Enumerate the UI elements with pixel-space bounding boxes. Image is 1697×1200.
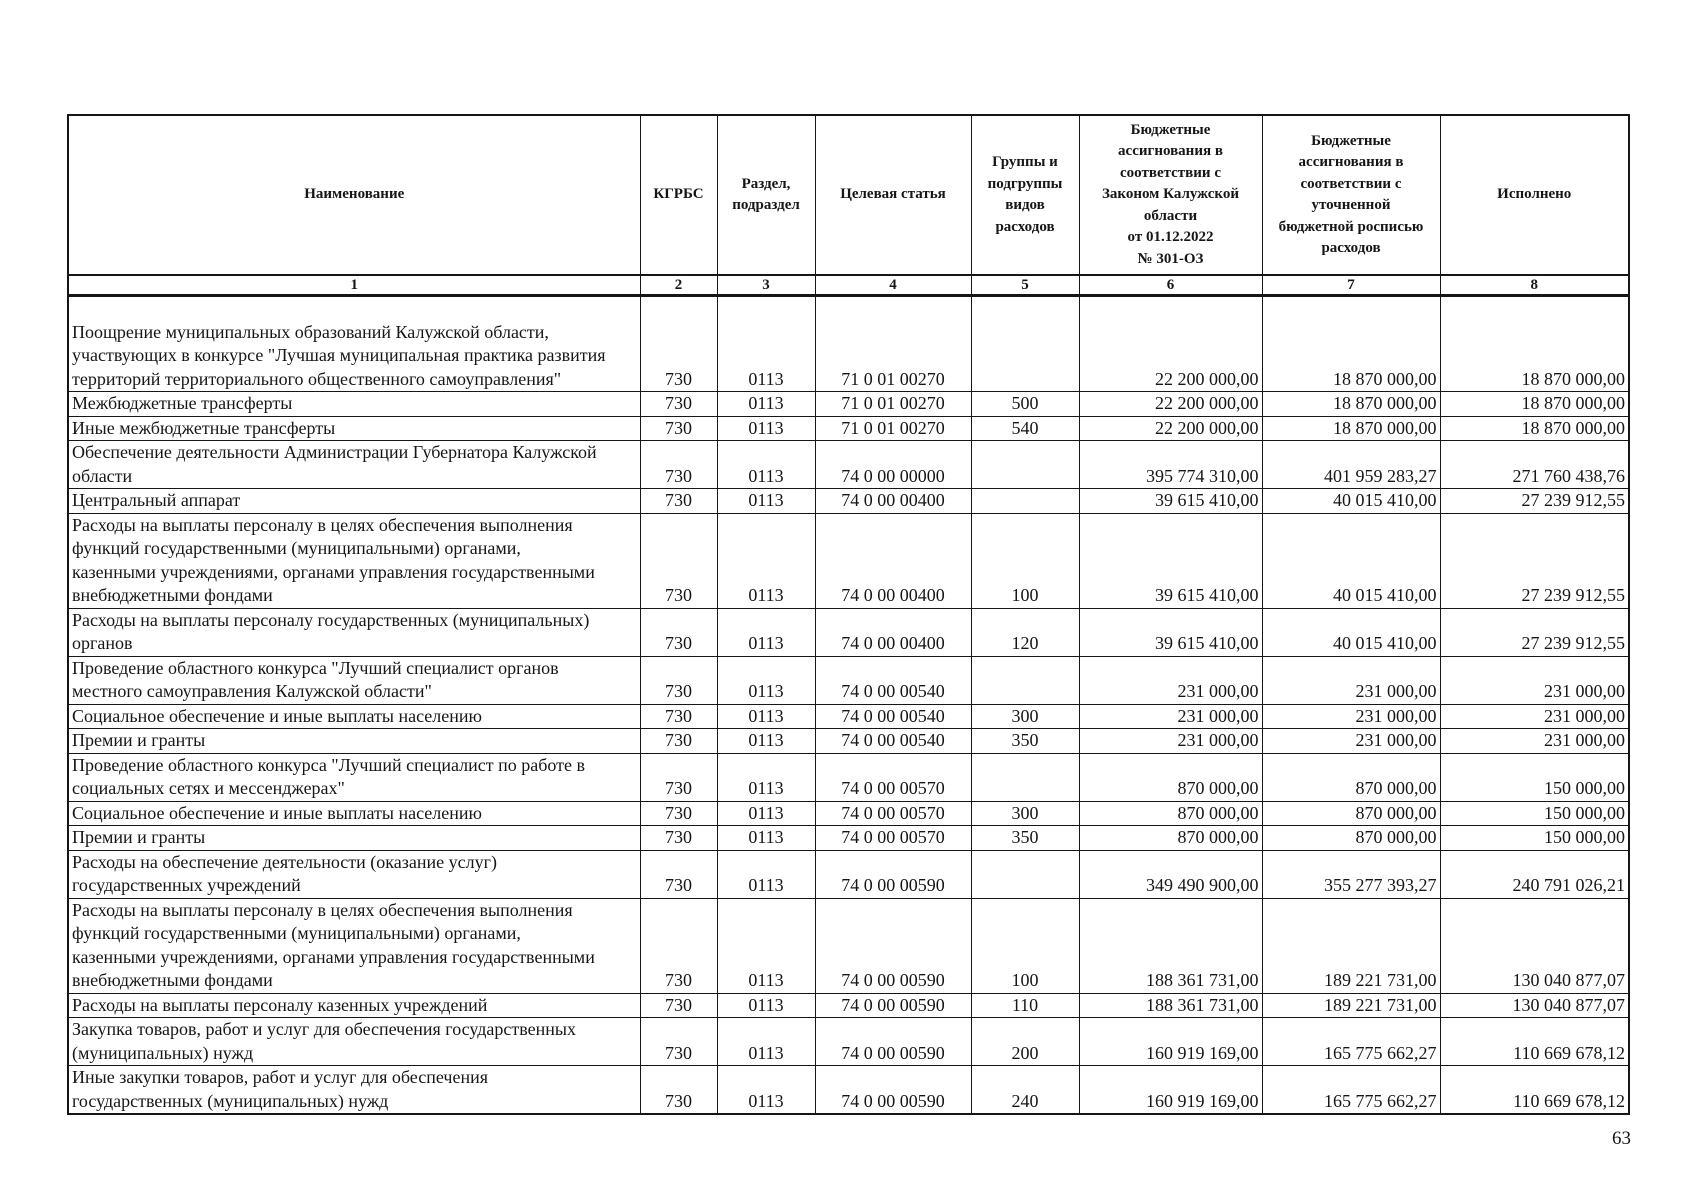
cell-law-appropriation: 22 200 000,00	[1079, 392, 1262, 417]
cell-refined-appropriation: 40 015 410,00	[1262, 489, 1440, 514]
cell-section: 0113	[717, 608, 815, 656]
cell-target-article: 74 0 00 00570	[815, 753, 971, 801]
header-target-article: Целевая статья	[815, 115, 971, 275]
cell-expense-group: 300	[971, 801, 1079, 826]
column-number: 5	[971, 275, 1079, 296]
cell-kgrbs: 730	[640, 656, 717, 704]
table-row	[68, 441, 1629, 489]
table-row	[68, 1066, 1629, 1115]
cell-name: Проведение областного конкурса "Лучший специалист по работе в социальных сетях и мессенджерах"	[68, 753, 640, 801]
header-section: Раздел, подраздел	[717, 115, 815, 275]
cell-section: 0113	[717, 513, 815, 608]
cell-target-article: 71 0 01 00270	[815, 416, 971, 441]
table-row	[68, 850, 1629, 898]
cell-executed: 150 000,00	[1440, 826, 1629, 851]
cell-refined-appropriation: 231 000,00	[1262, 729, 1440, 754]
cell-section: 0113	[717, 416, 815, 441]
cell-kgrbs: 730	[640, 993, 717, 1018]
cell-target-article: 74 0 00 00400	[815, 489, 971, 514]
cell-expense-group: 100	[971, 898, 1079, 993]
cell-target-article: 74 0 00 00540	[815, 656, 971, 704]
cell-section: 0113	[717, 296, 815, 392]
cell-expense-group	[971, 296, 1079, 392]
column-number: 4	[815, 275, 971, 296]
cell-name: Закупка товаров, работ и услуг для обеспечения государственных (муниципальных) нужд	[68, 1018, 640, 1066]
cell-refined-appropriation: 165 775 662,27	[1262, 1018, 1440, 1066]
header-name: Наименование	[68, 115, 640, 275]
cell-target-article: 74 0 00 00590	[815, 1066, 971, 1115]
cell-executed: 27 239 912,55	[1440, 608, 1629, 656]
page-number: 63	[1612, 1128, 1631, 1149]
cell-section: 0113	[717, 656, 815, 704]
cell-executed: 27 239 912,55	[1440, 513, 1629, 608]
cell-refined-appropriation: 18 870 000,00	[1262, 296, 1440, 392]
cell-expense-group	[971, 753, 1079, 801]
cell-name: Премии и гранты	[68, 729, 640, 754]
cell-executed: 110 669 678,12	[1440, 1066, 1629, 1115]
cell-refined-appropriation: 870 000,00	[1262, 801, 1440, 826]
cell-executed: 240 791 026,21	[1440, 850, 1629, 898]
cell-law-appropriation: 870 000,00	[1079, 826, 1262, 851]
cell-name: Иные закупки товаров, работ и услуг для обеспечения государственных (муниципальных) нужд	[68, 1066, 640, 1115]
cell-name: Расходы на обеспечение деятельности (оказание услуг) государственных учреждений	[68, 850, 640, 898]
cell-expense-group: 240	[971, 1066, 1079, 1115]
cell-kgrbs: 730	[640, 1066, 717, 1115]
column-number: 8	[1440, 275, 1629, 296]
cell-target-article: 71 0 01 00270	[815, 392, 971, 417]
cell-refined-appropriation: 189 221 731,00	[1262, 993, 1440, 1018]
cell-executed: 130 040 877,07	[1440, 993, 1629, 1018]
cell-section: 0113	[717, 489, 815, 514]
cell-section: 0113	[717, 826, 815, 851]
cell-name: Расходы на выплаты персоналу в целях обеспечения выполнения функций государственными (муниципальными) органами, казенными учреждениями, органами управления государственными внебюджетными фондами	[68, 898, 640, 993]
cell-name: Центральный аппарат	[68, 489, 640, 514]
column-number: 3	[717, 275, 815, 296]
cell-law-appropriation: 39 615 410,00	[1079, 513, 1262, 608]
cell-refined-appropriation: 18 870 000,00	[1262, 416, 1440, 441]
cell-kgrbs: 730	[640, 850, 717, 898]
cell-executed: 150 000,00	[1440, 801, 1629, 826]
cell-name: Иные межбюджетные трансферты	[68, 416, 640, 441]
table-header	[68, 115, 1629, 296]
cell-target-article: 74 0 00 00400	[815, 608, 971, 656]
cell-executed: 27 239 912,55	[1440, 489, 1629, 514]
cell-kgrbs: 730	[640, 1018, 717, 1066]
cell-section: 0113	[717, 850, 815, 898]
cell-executed: 110 669 678,12	[1440, 1018, 1629, 1066]
cell-kgrbs: 730	[640, 608, 717, 656]
cell-law-appropriation: 39 615 410,00	[1079, 608, 1262, 656]
cell-expense-group: 120	[971, 608, 1079, 656]
cell-name: Проведение областного конкурса "Лучший специалист органов местного самоуправления Калужской области"	[68, 656, 640, 704]
header-expense-group: Группы и подгруппы видов расходов	[971, 115, 1079, 275]
cell-refined-appropriation: 40 015 410,00	[1262, 608, 1440, 656]
column-numbers-row	[68, 275, 1629, 296]
header-executed: Исполнено	[1440, 115, 1629, 275]
cell-law-appropriation: 395 774 310,00	[1079, 441, 1262, 489]
cell-law-appropriation: 870 000,00	[1079, 801, 1262, 826]
cell-kgrbs: 730	[640, 416, 717, 441]
cell-executed: 130 040 877,07	[1440, 898, 1629, 993]
cell-refined-appropriation: 189 221 731,00	[1262, 898, 1440, 993]
table-row	[68, 898, 1629, 993]
cell-expense-group	[971, 850, 1079, 898]
cell-executed: 231 000,00	[1440, 656, 1629, 704]
header-kgrbs: КГРБС	[640, 115, 717, 275]
cell-name: Поощрение муниципальных образований Калужской области, участвующих в конкурсе "Лучшая муниципальная практика развития территорий территориального общественного самоуправления"	[68, 296, 640, 392]
cell-name: Премии и гранты	[68, 826, 640, 851]
cell-target-article: 71 0 01 00270	[815, 296, 971, 392]
table-row	[68, 753, 1629, 801]
table-row	[68, 296, 1629, 392]
cell-expense-group: 110	[971, 993, 1079, 1018]
cell-law-appropriation: 160 919 169,00	[1079, 1066, 1262, 1115]
cell-expense-group: 540	[971, 416, 1079, 441]
cell-law-appropriation: 22 200 000,00	[1079, 416, 1262, 441]
table-row	[68, 513, 1629, 608]
cell-law-appropriation: 188 361 731,00	[1079, 898, 1262, 993]
table-body	[68, 296, 1629, 1115]
cell-kgrbs: 730	[640, 513, 717, 608]
cell-target-article: 74 0 00 00000	[815, 441, 971, 489]
cell-expense-group: 100	[971, 513, 1079, 608]
cell-refined-appropriation: 231 000,00	[1262, 656, 1440, 704]
cell-section: 0113	[717, 1066, 815, 1115]
table-row	[68, 489, 1629, 514]
cell-law-appropriation: 231 000,00	[1079, 656, 1262, 704]
table-row	[68, 704, 1629, 729]
cell-section: 0113	[717, 1018, 815, 1066]
cell-expense-group	[971, 489, 1079, 514]
cell-kgrbs: 730	[640, 729, 717, 754]
budget-table	[67, 114, 1630, 1115]
cell-kgrbs: 730	[640, 826, 717, 851]
cell-target-article: 74 0 00 00590	[815, 993, 971, 1018]
cell-section: 0113	[717, 392, 815, 417]
cell-executed: 150 000,00	[1440, 753, 1629, 801]
cell-law-appropriation: 39 615 410,00	[1079, 489, 1262, 514]
table-row	[68, 608, 1629, 656]
cell-expense-group	[971, 656, 1079, 704]
cell-section: 0113	[717, 729, 815, 754]
cell-refined-appropriation: 870 000,00	[1262, 753, 1440, 801]
cell-kgrbs: 730	[640, 392, 717, 417]
cell-name: Расходы на выплаты персоналу государственных (муниципальных) органов	[68, 608, 640, 656]
column-number: 7	[1262, 275, 1440, 296]
cell-refined-appropriation: 165 775 662,27	[1262, 1066, 1440, 1115]
cell-target-article: 74 0 00 00590	[815, 1018, 971, 1066]
cell-expense-group: 350	[971, 826, 1079, 851]
cell-name: Социальное обеспечение и иные выплаты населению	[68, 704, 640, 729]
cell-executed: 231 000,00	[1440, 704, 1629, 729]
cell-refined-appropriation: 870 000,00	[1262, 826, 1440, 851]
header-refined-appropriation: Бюджетные ассигнования в соответствии с уточненной бюджетной росписью расходов	[1262, 115, 1440, 275]
cell-kgrbs: 730	[640, 753, 717, 801]
cell-name: Межбюджетные трансферты	[68, 392, 640, 417]
cell-law-appropriation: 188 361 731,00	[1079, 993, 1262, 1018]
cell-target-article: 74 0 00 00570	[815, 826, 971, 851]
cell-section: 0113	[717, 993, 815, 1018]
cell-refined-appropriation: 231 000,00	[1262, 704, 1440, 729]
cell-law-appropriation: 870 000,00	[1079, 753, 1262, 801]
cell-refined-appropriation: 18 870 000,00	[1262, 392, 1440, 417]
cell-refined-appropriation: 355 277 393,27	[1262, 850, 1440, 898]
table-row	[68, 392, 1629, 417]
cell-executed: 231 000,00	[1440, 729, 1629, 754]
cell-target-article: 74 0 00 00570	[815, 801, 971, 826]
cell-law-appropriation: 231 000,00	[1079, 704, 1262, 729]
cell-section: 0113	[717, 441, 815, 489]
table-row	[68, 826, 1629, 851]
cell-kgrbs: 730	[640, 801, 717, 826]
cell-name: Расходы на выплаты персоналу в целях обеспечения выполнения функций государственными (муниципальными) органами, казенными учреждениями, органами управления государственными внебюджетными фондами	[68, 513, 640, 608]
cell-kgrbs: 730	[640, 296, 717, 392]
cell-target-article: 74 0 00 00590	[815, 898, 971, 993]
column-number: 6	[1079, 275, 1262, 296]
header-law-appropriation: Бюджетные ассигнования в соответствии с Законом Калужской области от 01.12.2022 № 301-ОЗ	[1079, 115, 1262, 275]
cell-kgrbs: 730	[640, 441, 717, 489]
cell-kgrbs: 730	[640, 898, 717, 993]
cell-expense-group: 500	[971, 392, 1079, 417]
cell-executed: 18 870 000,00	[1440, 416, 1629, 441]
table-row	[68, 416, 1629, 441]
cell-kgrbs: 730	[640, 489, 717, 514]
cell-kgrbs: 730	[640, 704, 717, 729]
cell-law-appropriation: 231 000,00	[1079, 729, 1262, 754]
column-number: 1	[68, 275, 640, 296]
cell-law-appropriation: 349 490 900,00	[1079, 850, 1262, 898]
cell-expense-group	[971, 441, 1079, 489]
cell-section: 0113	[717, 801, 815, 826]
cell-executed: 18 870 000,00	[1440, 296, 1629, 392]
table-row	[68, 993, 1629, 1018]
table-row	[68, 801, 1629, 826]
cell-law-appropriation: 22 200 000,00	[1079, 296, 1262, 392]
cell-target-article: 74 0 00 00400	[815, 513, 971, 608]
cell-name: Социальное обеспечение и иные выплаты населению	[68, 801, 640, 826]
table-row	[68, 656, 1629, 704]
cell-executed: 271 760 438,76	[1440, 441, 1629, 489]
header-row	[68, 115, 1629, 275]
cell-expense-group: 350	[971, 729, 1079, 754]
column-number: 2	[640, 275, 717, 296]
table-row	[68, 1018, 1629, 1066]
cell-target-article: 74 0 00 00540	[815, 729, 971, 754]
cell-section: 0113	[717, 898, 815, 993]
cell-section: 0113	[717, 704, 815, 729]
cell-target-article: 74 0 00 00540	[815, 704, 971, 729]
cell-name: Обеспечение деятельности Администрации Губернатора Калужской области	[68, 441, 640, 489]
cell-law-appropriation: 160 919 169,00	[1079, 1018, 1262, 1066]
table-row	[68, 729, 1629, 754]
cell-executed: 18 870 000,00	[1440, 392, 1629, 417]
cell-expense-group: 200	[971, 1018, 1079, 1066]
cell-expense-group: 300	[971, 704, 1079, 729]
cell-refined-appropriation: 40 015 410,00	[1262, 513, 1440, 608]
cell-section: 0113	[717, 753, 815, 801]
cell-target-article: 74 0 00 00590	[815, 850, 971, 898]
cell-name: Расходы на выплаты персоналу казенных учреждений	[68, 993, 640, 1018]
cell-refined-appropriation: 401 959 283,27	[1262, 441, 1440, 489]
